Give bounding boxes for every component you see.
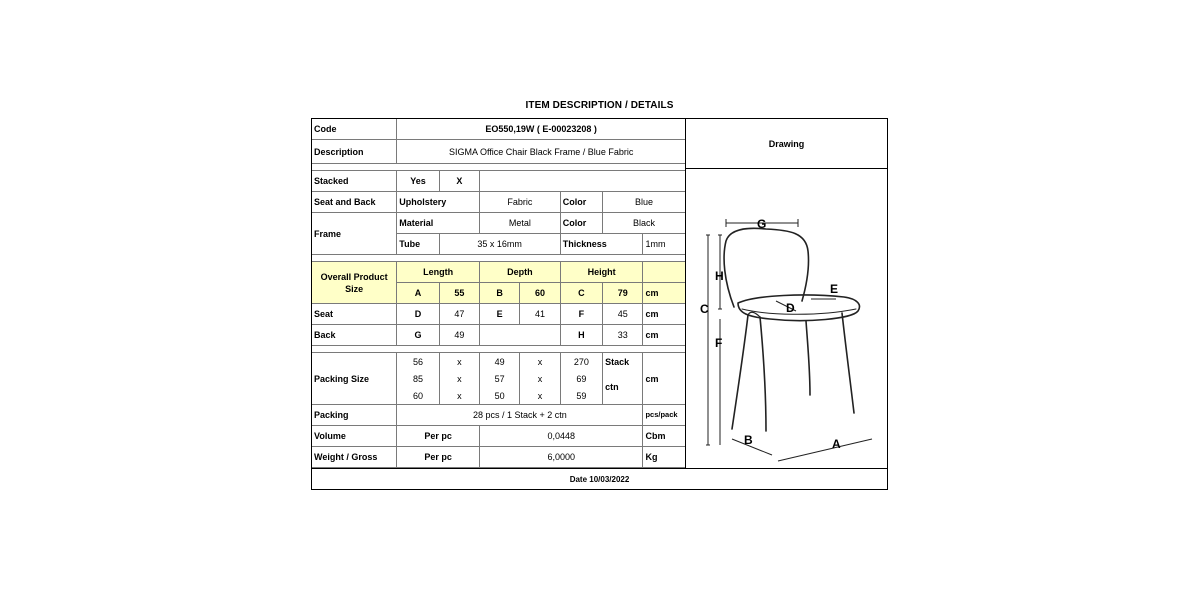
pack-3-a: 60	[397, 387, 439, 405]
seat-row	[312, 304, 686, 325]
overall-header-row	[312, 262, 686, 283]
volume-label: Volume	[312, 426, 397, 447]
overall-unit: cm	[643, 283, 686, 304]
stacked-label: Stacked	[312, 171, 397, 192]
code-value: EO550,19W ( E-00023208 )	[397, 119, 686, 140]
drawing-letter-f: F	[715, 336, 723, 350]
description-row	[312, 140, 686, 164]
dim-f-value: 45	[603, 304, 643, 325]
pack-2-b: 57	[480, 370, 520, 387]
spacer-row	[312, 346, 686, 353]
pack-1-x1: x	[439, 353, 479, 371]
packing-value: 28 pcs / 1 Stack + 2 ctn	[397, 405, 643, 426]
dim-a-value: 55	[439, 283, 479, 304]
dim-g-value: 49	[439, 325, 479, 346]
chair-leg-front-left	[732, 315, 748, 429]
pack-1-x2: x	[520, 353, 560, 371]
dim-c-letter: C	[560, 283, 602, 304]
document-title: ITEM DESCRIPTION / DETAILS	[525, 100, 674, 111]
drawing-letter-h: H	[715, 269, 724, 283]
depth-header: Depth	[480, 262, 561, 283]
dim-a-letter: A	[397, 283, 439, 304]
weight-label: Weight / Gross	[312, 447, 397, 468]
drawing-letter-b: B	[744, 433, 753, 447]
packing-label: Packing	[312, 405, 397, 426]
pack-2-a: 85	[397, 370, 439, 387]
chair-seat	[738, 295, 859, 321]
packing-unit: pcs/pack	[643, 405, 686, 426]
packing-size-unit: cm	[643, 353, 686, 405]
volume-value: 0,0448	[480, 426, 643, 447]
pack-3-c: 59	[560, 387, 602, 405]
pack-2-x1: x	[439, 370, 479, 387]
dim-c-value: 79	[603, 283, 643, 304]
dim-e-value: 41	[520, 304, 560, 325]
chair-drawing	[686, 169, 886, 467]
pack-1-b: 49	[480, 353, 520, 371]
dim-f-letter: F	[560, 304, 602, 325]
pack-2-x2: x	[520, 370, 560, 387]
ctn-label: ctn	[603, 370, 643, 405]
material-value: Metal	[480, 213, 561, 234]
stacked-empty	[480, 171, 686, 192]
tube-label: Tube	[397, 234, 439, 255]
date-footer: Date 10/03/2022	[312, 468, 887, 489]
overall-unit-header	[643, 262, 686, 283]
pack-2-c: 69	[560, 370, 602, 387]
stacked-row	[312, 171, 686, 192]
dim-line-a	[778, 439, 872, 461]
code-label: Code	[312, 119, 397, 140]
chair-leg-back-right	[842, 313, 854, 413]
description-value: SIGMA Office Chair Black Frame / Blue Fabric	[397, 140, 686, 164]
drawing-panel	[685, 119, 887, 469]
stacked-mark: X	[439, 171, 479, 192]
tube-value: 35 x 16mm	[439, 234, 560, 255]
dim-g-letter: G	[397, 325, 439, 346]
dim-e-letter: E	[480, 304, 520, 325]
packing-size-row-1	[312, 353, 686, 371]
chair-leg-front-right	[760, 317, 766, 431]
seat-back-row	[312, 192, 686, 213]
dim-h-value: 33	[603, 325, 643, 346]
volume-unit: Cbm	[643, 426, 686, 447]
weight-value: 6,0000	[480, 447, 643, 468]
dim-h-letter: H	[560, 325, 602, 346]
drawing-letter-c: C	[700, 302, 709, 316]
height-header: Height	[560, 262, 643, 283]
volume-per: Per pc	[397, 426, 480, 447]
upholstery-label: Upholstery	[397, 192, 480, 213]
code-row	[312, 119, 686, 140]
dim-b-letter: B	[480, 283, 520, 304]
weight-row	[312, 447, 686, 468]
upholstery-value: Fabric	[480, 192, 561, 213]
drawing-letter-g: G	[757, 217, 767, 231]
pack-1-c: 270	[560, 353, 602, 371]
length-header: Length	[397, 262, 480, 283]
pack-3-b: 50	[480, 387, 520, 405]
seat-back-label: Seat and Back	[312, 192, 397, 213]
pack-1-a: 56	[397, 353, 439, 371]
weight-unit: Kg	[643, 447, 686, 468]
spacer-row	[312, 164, 686, 171]
back-label: Back	[312, 325, 397, 346]
back-unit: cm	[643, 325, 686, 346]
seat-label: Seat	[312, 304, 397, 325]
seat-color-value: Blue	[603, 192, 686, 213]
stack-label: Stack	[603, 353, 643, 371]
back-row	[312, 325, 686, 346]
seat-color-label: Color	[560, 192, 602, 213]
description-label: Description	[312, 140, 397, 164]
frame-material-row	[312, 213, 686, 234]
frame-label: Frame	[312, 213, 397, 255]
packing-size-label: Packing Size	[312, 353, 397, 405]
spacer-row	[312, 255, 686, 262]
spec-table	[312, 119, 686, 468]
pack-3-x1: x	[439, 387, 479, 405]
packing-row	[312, 405, 686, 426]
frame-color-label: Color	[560, 213, 602, 234]
stacked-yes: Yes	[397, 171, 439, 192]
volume-row	[312, 426, 686, 447]
spec-sheet	[311, 118, 888, 490]
material-label: Material	[397, 213, 480, 234]
overall-size-label: Overall Product Size	[312, 262, 397, 304]
drawing-letter-a: A	[832, 437, 841, 451]
drawing-letter-e: E	[830, 282, 839, 296]
dim-d-letter: D	[397, 304, 439, 325]
frame-color-value: Black	[603, 213, 686, 234]
drawing-letter-d: D	[786, 301, 795, 315]
dim-b-value: 60	[520, 283, 560, 304]
drawing-label: Drawing	[686, 119, 887, 169]
seat-unit: cm	[643, 304, 686, 325]
weight-per: Per pc	[397, 447, 480, 468]
thickness-value: 1mm	[643, 234, 686, 255]
dim-d-value: 47	[439, 304, 479, 325]
pack-3-x2: x	[520, 387, 560, 405]
thickness-label: Thickness	[560, 234, 643, 255]
back-empty	[480, 325, 561, 346]
chair-leg-back-left	[806, 321, 810, 395]
